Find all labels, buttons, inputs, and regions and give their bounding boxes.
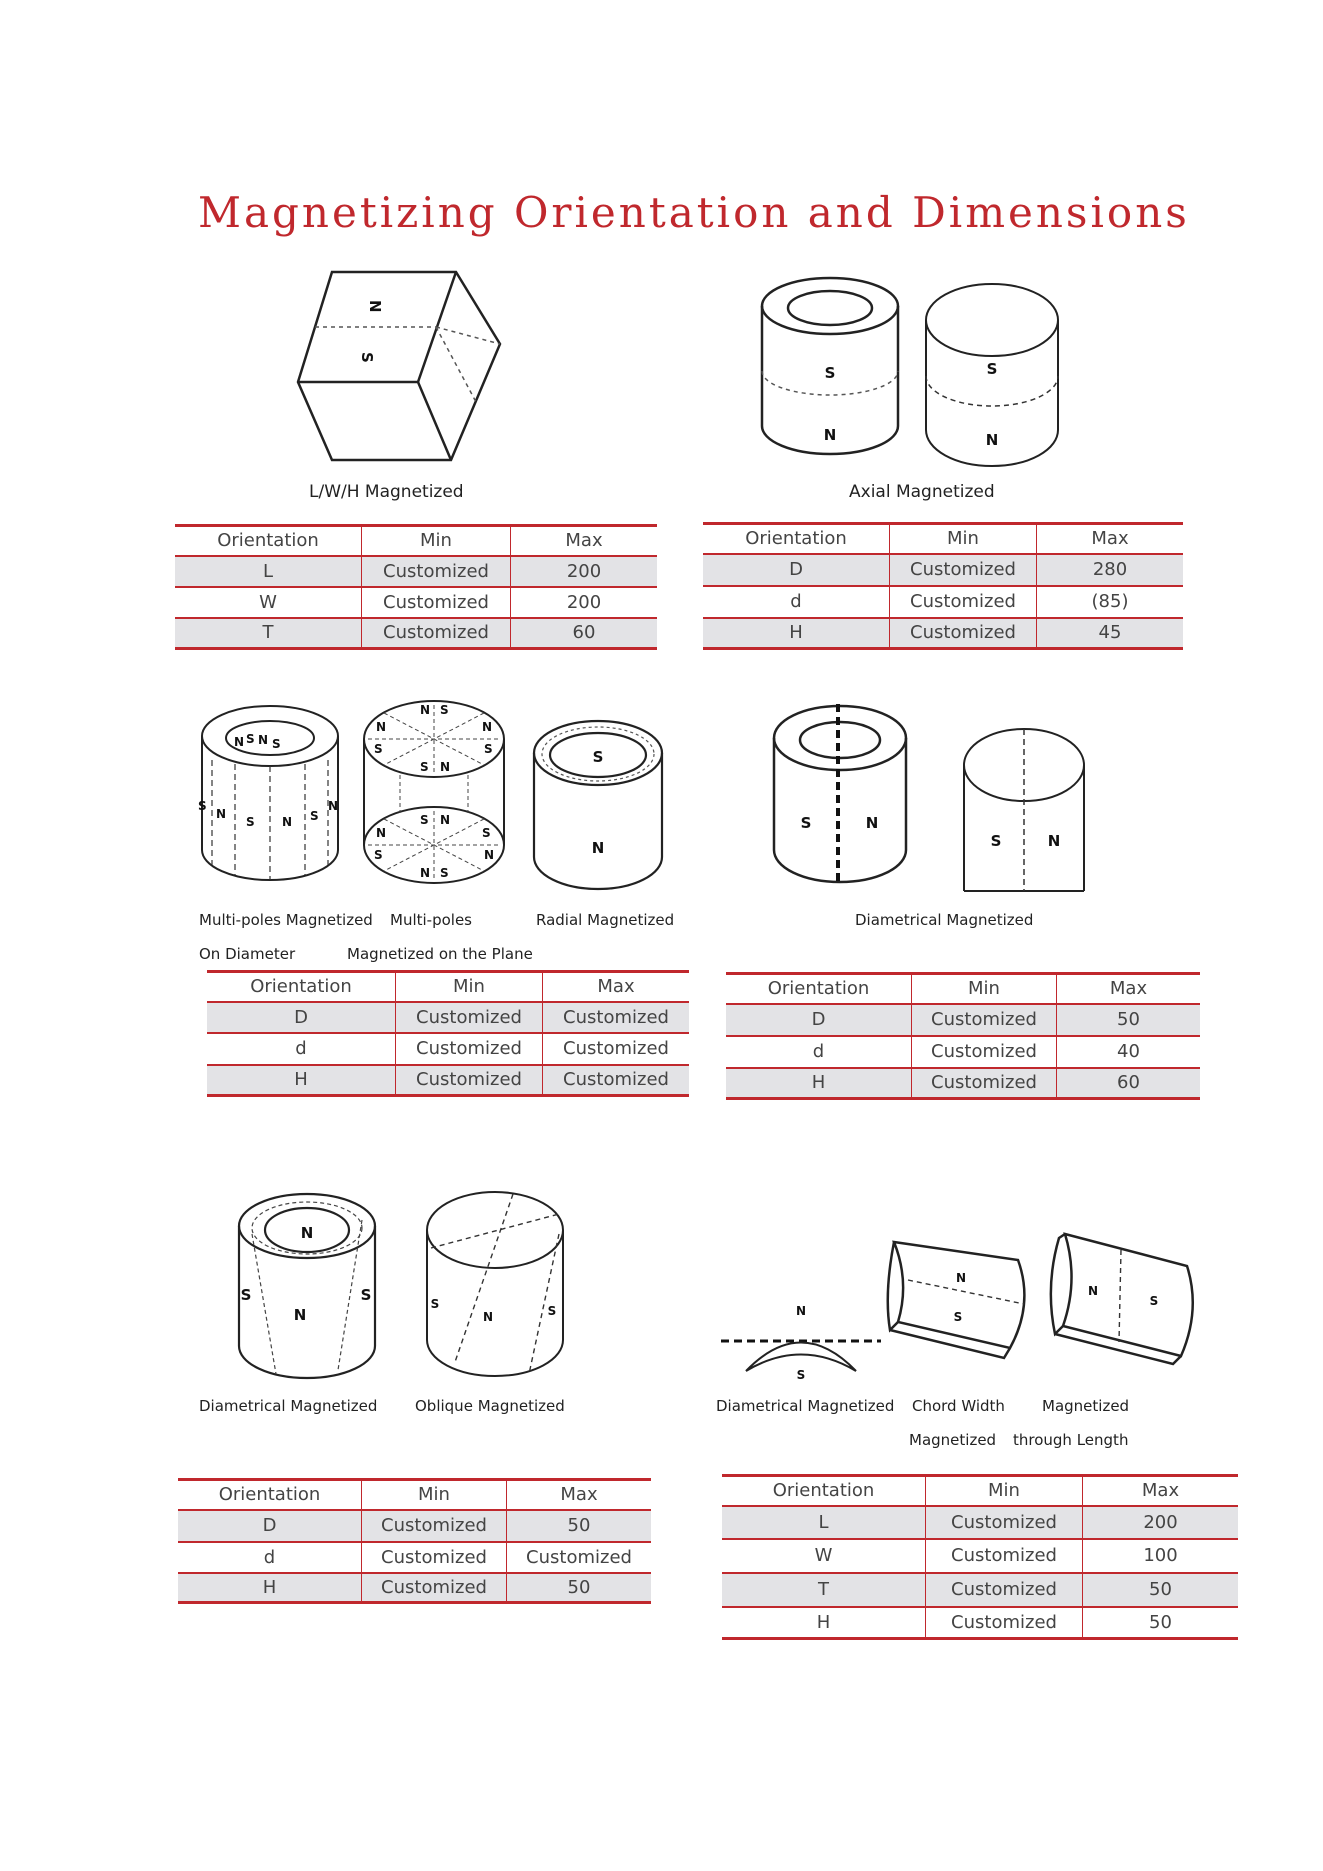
table-cell: Customized (507, 1542, 652, 1573)
table-cell: 200 (1083, 1506, 1239, 1539)
pole-label-n: N (795, 1304, 807, 1318)
table-cell: D (207, 1002, 396, 1033)
table-cell: Customized (543, 1033, 690, 1065)
table-cell: D (703, 554, 890, 586)
pole-label-n: N (985, 431, 999, 449)
pole-label-n: N (484, 848, 495, 862)
pole-label-s: S (374, 848, 383, 862)
table-row (175, 587, 657, 618)
table-cell: Customized (362, 1510, 507, 1542)
arc-segment-length-figure (1051, 1232, 1197, 1380)
arc-segment-chord-figure (888, 1228, 1038, 1378)
column-header-orientation: Orientation (726, 974, 912, 1004)
pole-label-s: S (990, 832, 1002, 850)
caption-diametrical-arc-magnetized: Diametrical Magnetized (716, 1397, 895, 1415)
page-title: Magnetizing Orientation and Dimensions (198, 188, 1190, 237)
table-cell: Customized (912, 1068, 1057, 1099)
pole-label-n: N (234, 735, 245, 749)
table-cell: Customized (926, 1539, 1083, 1573)
caption-multipoles-diameter-line2: On Diameter (199, 945, 296, 963)
pole-label-s: S (360, 1286, 372, 1304)
pole-label-s: S (374, 742, 383, 756)
column-header-min: Min (396, 972, 543, 1002)
table-cell: L (722, 1506, 926, 1539)
column-header-max: Max (543, 972, 690, 1002)
column-header-max: Max (1037, 524, 1184, 554)
pole-label-s: S (482, 826, 491, 840)
pole-label-s: S (796, 1368, 806, 1382)
pole-label-n: N (282, 815, 293, 829)
column-header-min: Min (890, 524, 1037, 554)
caption-diametrical-ring-magnetized: Diametrical Magnetized (199, 1397, 378, 1415)
table-row (207, 1065, 689, 1096)
table-row (207, 1033, 689, 1065)
pole-label-s: S (246, 815, 255, 829)
pole-label-s: S (953, 1310, 963, 1324)
pole-label-n: N (955, 1271, 967, 1285)
diametrical-oblique-dimension-table (178, 1478, 651, 1604)
caption-diametrical-magnetized: Diametrical Magnetized (855, 911, 1034, 929)
caption-lwh-magnetized: L/W/H Magnetized (309, 482, 464, 502)
pole-label-s: S (800, 814, 812, 832)
pole-label-s: S (246, 732, 255, 746)
diametrical-ring-figure (770, 700, 910, 890)
pole-label-s: S (440, 703, 449, 717)
table-row (722, 1539, 1238, 1573)
oblique-cylinder-figure (425, 1190, 565, 1378)
column-header-min: Min (912, 974, 1057, 1004)
column-header-orientation: Orientation (178, 1480, 362, 1510)
table-row (722, 1607, 1238, 1639)
pole-label-n: N (1047, 832, 1061, 850)
pole-label-s: S (310, 809, 319, 823)
column-header-min: Min (362, 1480, 507, 1510)
caption-oblique-magnetized: Oblique Magnetized (415, 1397, 565, 1415)
axial-dimension-table (703, 522, 1183, 650)
pole-label-n: N (216, 807, 227, 821)
column-header-max: Max (511, 526, 658, 556)
axial-ring-figure (758, 276, 902, 466)
caption-multipoles-diameter: Multi-poles Magnetized (199, 911, 373, 929)
pole-label-s: S (420, 813, 429, 827)
pole-label-s: S (440, 866, 449, 880)
table-cell: 60 (1057, 1068, 1201, 1099)
diametrical-arc-figure (721, 1296, 881, 1382)
table-row (722, 1573, 1238, 1607)
diametrical-dimension-table (726, 972, 1200, 1100)
column-header-max: Max (1083, 1476, 1239, 1506)
table-cell: H (178, 1573, 362, 1603)
pole-label-s: S (986, 360, 998, 378)
table-cell: W (722, 1539, 926, 1573)
table-cell: L (175, 556, 362, 587)
table-cell: H (816, 1611, 831, 1633)
table-cell: Customized (912, 1004, 1057, 1036)
table-cell: Customized (396, 1002, 543, 1033)
table-row (703, 586, 1183, 618)
table-cell: Customized (890, 618, 1037, 649)
table-row (178, 1542, 651, 1573)
pole-label-s: S (484, 742, 493, 756)
diametrical-cylinder-figure (962, 727, 1086, 895)
table-cell: Customized (890, 586, 1037, 618)
table-cell: H (726, 1068, 912, 1099)
table-cell: 200 (511, 556, 658, 587)
table-cell: D (726, 1004, 912, 1036)
column-header-orientation: Orientation (207, 972, 396, 1002)
pole-label-s: S (198, 799, 207, 813)
table-cell: Customized (362, 587, 511, 618)
table-row (175, 556, 657, 587)
caption-through-length-line2: through Length (1013, 1431, 1129, 1449)
pole-label-s: S (1149, 1294, 1159, 1308)
table-cell: D (178, 1510, 362, 1542)
table-cell: 60 (511, 618, 658, 649)
table-cell: T (722, 1573, 926, 1607)
caption-radial-magnetized: Radial Magnetized (536, 911, 675, 929)
table-cell: T (175, 618, 362, 649)
table-row (726, 1068, 1200, 1099)
multipole-dimension-table (207, 970, 689, 1097)
table-cell: d (178, 1542, 362, 1573)
pole-label-n: N (258, 733, 269, 747)
column-header-orientation: Orientation (703, 524, 890, 554)
table-cell: 45 (1037, 618, 1184, 649)
table-cell: Customized (543, 1065, 690, 1096)
table-row (703, 554, 1183, 586)
pole-label-n: N (440, 760, 451, 774)
pole-label-s: S (240, 1286, 252, 1304)
axial-cylinder-figure (924, 282, 1060, 468)
pole-label-s: S (547, 1304, 557, 1318)
caption-axial-magnetized: Axial Magnetized (849, 482, 995, 502)
table-cell: H (207, 1065, 396, 1096)
table-cell: d (207, 1033, 396, 1065)
column-header-max: Max (507, 1480, 652, 1510)
pole-label-n: N (823, 426, 837, 444)
column-header-min: Min (362, 526, 511, 556)
table-cell: H (703, 618, 890, 649)
radial-ring-figure (530, 717, 666, 897)
table-cell: 200 (511, 587, 658, 618)
pole-label-n: N (591, 839, 605, 857)
table-cell: Customized (543, 1002, 690, 1033)
table-cell: (85) (1037, 586, 1184, 618)
lwh-dimension-table (175, 524, 657, 650)
multipole-plane-figure (360, 695, 508, 895)
table-cell: d (703, 586, 890, 618)
pole-label-n: N (328, 799, 339, 813)
pole-label-n: N (482, 1310, 494, 1324)
table-cell: Customized (362, 556, 511, 587)
pole-label-s: S (420, 760, 429, 774)
arc-segment-dimension-table (722, 1474, 1238, 1640)
table-cell: 40 (1057, 1036, 1201, 1068)
table-row (175, 618, 657, 649)
table-row (207, 1002, 689, 1033)
pole-label-n: N (420, 703, 431, 717)
table-cell: Customized (890, 554, 1037, 586)
pole-label-s: S (358, 352, 376, 363)
table-cell: 50 (507, 1573, 652, 1603)
pole-label-n: N (482, 720, 493, 734)
table-cell: Customized (926, 1506, 1083, 1539)
table-row (703, 618, 1183, 649)
pole-label-n: N (440, 813, 451, 827)
table-row (726, 1004, 1200, 1036)
table-cell: 50 (1083, 1607, 1239, 1639)
pole-label-n: N (865, 814, 879, 832)
table-row (722, 1506, 1238, 1539)
table-row (178, 1573, 651, 1603)
table-cell: Customized (362, 1542, 507, 1573)
pole-label-n: N (300, 1224, 314, 1242)
multipole-diameter-figure (199, 700, 341, 888)
pole-label-n: N (376, 720, 387, 734)
table-cell: Customized (362, 618, 511, 649)
pole-label-n: N (366, 300, 384, 313)
block-magnet-figure (296, 272, 508, 472)
table-cell: Customized (912, 1036, 1057, 1068)
table-cell: W (175, 587, 362, 618)
table-cell: 50 (507, 1510, 652, 1542)
pole-label-n: N (376, 826, 387, 840)
table-cell: 100 (1083, 1539, 1239, 1573)
pole-label-s: S (430, 1297, 440, 1311)
table-cell: Customized (396, 1033, 543, 1065)
table-cell: 280 (1037, 554, 1184, 586)
caption-through-length: Magnetized (1042, 1397, 1130, 1415)
caption-chord-width-line2: Magnetized (909, 1431, 997, 1449)
table-cell: Customized (396, 1065, 543, 1096)
pole-label-s: S (592, 748, 604, 766)
column-header-min: Min (926, 1476, 1083, 1506)
table-row (178, 1510, 651, 1542)
table-cell: Customized (926, 1607, 1083, 1639)
table-row (726, 1036, 1200, 1068)
pole-label-n: N (420, 866, 431, 880)
pole-label-s: S (824, 364, 836, 382)
column-header-orientation: Orientation (722, 1476, 926, 1506)
diametrical-thick-ring-figure (236, 1190, 378, 1386)
table-cell: Customized (926, 1573, 1083, 1607)
table-cell: 50 (1083, 1573, 1239, 1607)
pole-label-n: N (1087, 1284, 1099, 1298)
caption-chord-width: Chord Width (912, 1397, 1005, 1415)
table-cell: Customized (362, 1573, 507, 1603)
table-cell: 50 (1057, 1004, 1201, 1036)
caption-multipoles-plane-line2: Magnetized on the Plane (347, 945, 533, 963)
caption-multipoles-plane: Multi-poles (390, 911, 472, 929)
table-cell: d (726, 1036, 912, 1068)
pole-label-n: N (293, 1306, 307, 1324)
pole-label-s: S (272, 737, 281, 751)
column-header-max: Max (1057, 974, 1201, 1004)
column-header-orientation: Orientation (175, 526, 362, 556)
